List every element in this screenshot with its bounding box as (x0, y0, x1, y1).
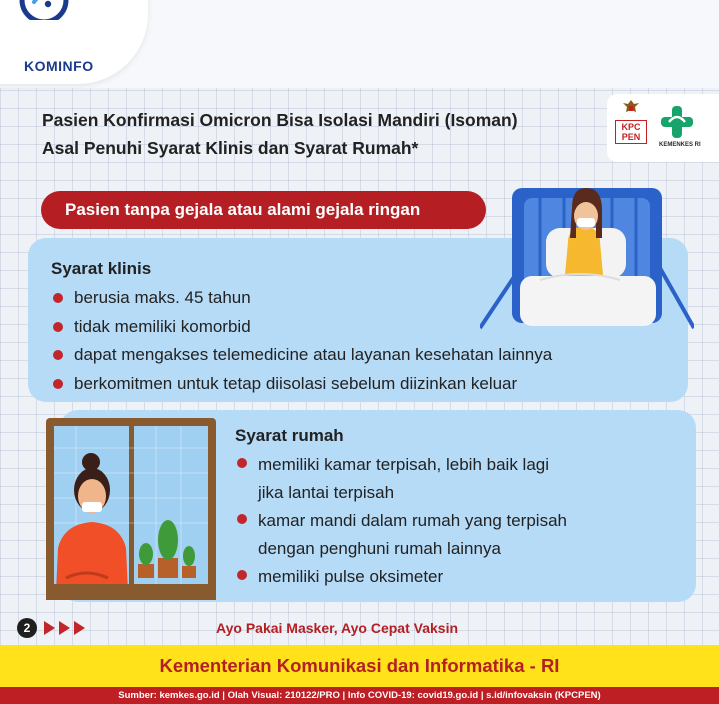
home-item-line: jika lantai terpisah (258, 483, 395, 502)
clinical-item: berusia maks. 45 tahun (52, 284, 552, 313)
home-item (236, 451, 567, 507)
headline (42, 106, 582, 162)
patient-in-bed-illustration (480, 168, 694, 338)
clinical-item: berkomitmen untuk tetap diisolasi sebelum diizinkan keluar (52, 370, 552, 399)
home-item-line: memiliki kamar terpisah, lebih baik lagi (258, 455, 550, 474)
headline-line-2: Asal Penuhi Syarat Klinis dan Syarat Rumah* (42, 138, 419, 158)
ministry-banner: Kementerian Komunikasi dan Informatika - RI (0, 645, 719, 687)
home-item-line: memiliki pulse oksimeter (258, 567, 444, 586)
home-title: Syarat rumah (235, 426, 344, 445)
kpc-line-1: KPC (621, 122, 641, 132)
home-list (236, 451, 567, 591)
kpcpen-logo (615, 120, 647, 144)
clinical-item: dapat mengakses telemedicine atau layanan kesehatan lainnya (52, 341, 552, 370)
headline-line-1: Pasien Konfirmasi Omicron Bisa Isolasi Mandiri (Isoman) (42, 110, 518, 130)
clinical-title: Syarat klinis (51, 259, 152, 278)
page-number: 2 (17, 618, 37, 638)
home-item (236, 563, 567, 591)
home-item-line: kamar mandi dalam rumah yang terpisah (258, 511, 567, 530)
slogan: Ayo Pakai Masker, Ayo Cepat Vaksin (216, 620, 459, 636)
home-item-line: dengan penghuni rumah lainnya (258, 539, 501, 558)
home-item (236, 507, 567, 563)
kemenkes-logo-icon (659, 104, 695, 140)
kpc-line-2: PEN (621, 132, 641, 142)
credits-bar: Sumber: kemkes.go.id | Olah Visual: 210122/PRO | Info COVID-19: covid19.go.id | s.id/infovaksin (KPCPEN) (0, 687, 719, 704)
kemenkes-label: KEMENKES RI (659, 142, 701, 148)
kominfo-logo-icon (14, 0, 74, 20)
clinical-item: tidak memiliki komorbid (52, 313, 552, 342)
garuda-emblem-icon (621, 98, 641, 118)
logo-text: KOMINFO (24, 58, 94, 74)
window-woman-illustration (46, 418, 216, 600)
category-pill: Pasien tanpa gejala atau alami gejala ringan (41, 191, 486, 229)
partner-logos (607, 94, 719, 162)
arrow-right-icon (44, 620, 90, 636)
clinical-list (52, 284, 552, 398)
